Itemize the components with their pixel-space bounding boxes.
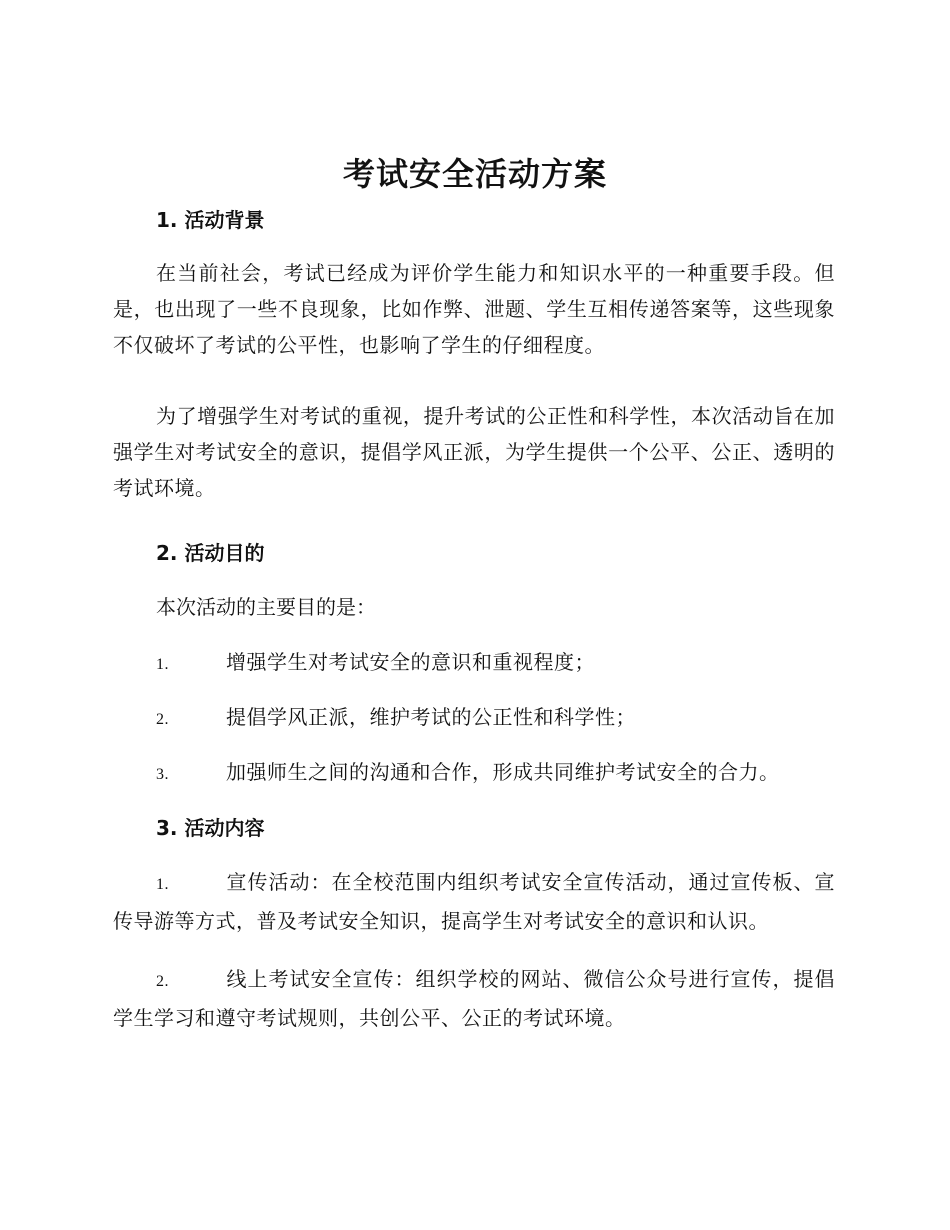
background-paragraph-2: 为了增强学生对考试的重视，提升考试的公正性和科学性，本次活动旨在加强学生对考试安全的意识，提倡学风正派，为学生提供一个公平、公正、透明的考试环境。 [113, 404, 835, 500]
list-item-number: 1. [156, 656, 169, 673]
content-list-item [113, 864, 835, 939]
content-list-item [113, 961, 835, 1036]
purpose-list-item [113, 754, 835, 793]
section-heading-background: 1. 活动背景 [156, 208, 265, 232]
list-item-text: 宣传活动：在全校范围内组织考试安全宣传活动，通过宣传板、宣传导游等方式，普及考试安全知识，提高学生对考试安全的意识和认识。 [113, 870, 835, 933]
list-item-number: 2. [156, 973, 169, 990]
purpose-list-item [113, 699, 835, 738]
section-heading-content: 3. 活动内容 [156, 816, 265, 840]
purpose-list-item [113, 644, 835, 683]
list-item-text: 线上考试安全宣传：组织学校的网站、微信公众号进行宣传，提倡学生学习和遵守考试规则，共创公平、公正的考试环境。 [113, 967, 835, 1030]
list-item-text: 提倡学风正派，维护考试的公正性和科学性； [226, 705, 636, 729]
list-item-number: 1. [156, 876, 169, 893]
document-title: 考试安全活动方案 [342, 155, 607, 193]
section-heading-purpose: 2. 活动目的 [156, 541, 265, 565]
purpose-intro: 本次活动的主要目的是： [156, 595, 376, 619]
list-item-number: 3. [156, 766, 169, 783]
list-item-text: 加强师生之间的沟通和合作，形成共同维护考试安全的合力。 [226, 760, 780, 784]
background-paragraph-1: 在当前社会，考试已经成为评价学生能力和知识水平的一种重要手段。但是，也出现了一些不良现象，比如作弊、泄题、学生互相传递答案等，这些现象不仅破坏了考试的公平性，也影响了学生的仔细程度。 [113, 261, 835, 357]
list-item-text: 增强学生对考试安全的意识和重视程度； [226, 650, 595, 674]
list-item-number: 2. [156, 711, 169, 728]
